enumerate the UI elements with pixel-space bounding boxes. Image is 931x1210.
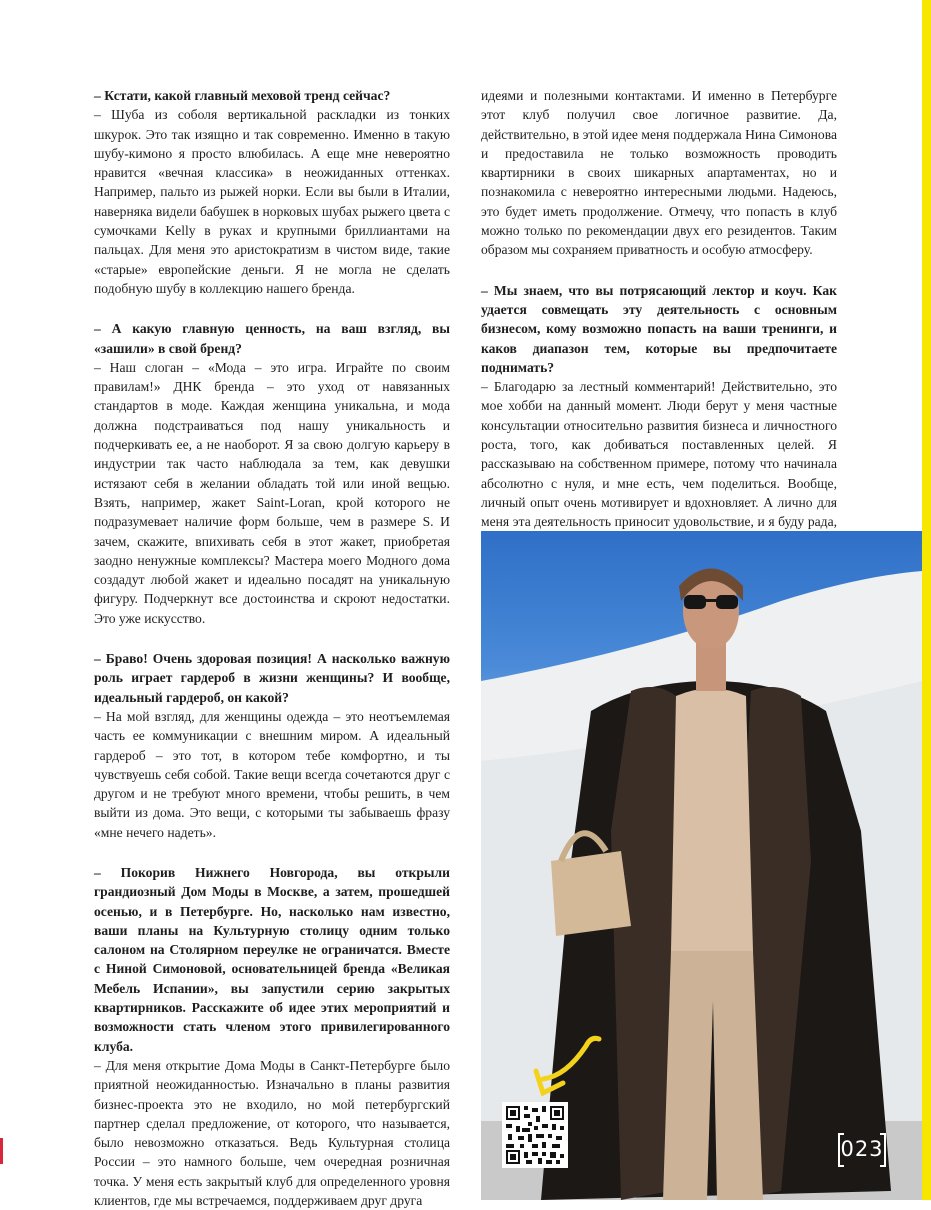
bracket-left <box>838 1133 844 1167</box>
red-edge-marker <box>0 1138 3 1164</box>
answer-text: – Для меня открытие Дома Моды в Санкт-Петербурге было приятной неожиданностью. Изначально в планы развития бизнес-проекта это не входило, но мой петербургский партнер сделал предложение, от которого, что называется, было невозможно отказаться. Ведь Культурная столица России – это намного больше, чем очередная розничная точка. У меня есть закрытый клуб для определенного уровня клиентов, где мы встречаемся, поддерживаем друг друга <box>94 1057 450 1209</box>
interview-block <box>481 86 837 260</box>
answer-text: – Наш слоган – «Мода – это игра. Играйте по своим правилам!» ДНК бренда – это уход от навязанных стандартов в моде. Каждая женщина уникальна, и мода должна подстраиваться под нашу уникальность и подчеркивать ее, а не наоборот. Я за свою долгую карьеру в индустрии так часто наблюдала за тем, как девушки истязают себя в желании обладать той или иной вещью. Взять, например, жакет Saint-Loran, крой которого не подразумевает наличие форм больше, чем в размере S. И зачем, скажите, впихивать себя в этот жакет, приобретая заодно ненужные комплексы? Мастера моего Модного дома создадут любой жакет и идеально посадят на уникальную фигуру. Подчеркнут все достоинства и скроют недостатки. Это уже искусство. <box>94 359 450 626</box>
answer-text: – Благодарю за лестный комментарий! Действительно, это мое хобби на данный момент. Люди берут у меня частные консультации относительно развития бизнеса и личностного роста, того, как добиваться поставленных целей. Я рассказываю на собственном примере, потому что начинала абсолютно с нуля, и мне есть, чем поделиться. Вообще, личный опыт очень мотивирует и вдохновляет. А лично для меня эта деятельность приносит удовольствие, и я буду рада, <box>481 379 837 530</box>
interview-block <box>94 649 450 842</box>
interview-block <box>94 86 450 298</box>
interview-block <box>94 319 450 628</box>
fashion-photo <box>481 531 922 1200</box>
fashion-photo-illustration <box>481 531 922 1200</box>
question-text: – Браво! Очень здоровая позиция! А насколько важную роль играет гардероб в жизни женщины? И вообще, идеальный гардероб, он какой? <box>94 651 450 705</box>
left-column <box>94 86 450 1210</box>
qr-code-icon <box>504 1104 566 1166</box>
page-number-text: 023 <box>840 1137 884 1161</box>
question-text: – А какую главную ценность, на ваш взгляд, вы «зашили» в свой бренд? <box>94 321 450 356</box>
answer-text: идеями и полезными контактами. И именно в Петербурге этот клуб получил свое логичное развитие. Да, действительно, в этой идее меня поддержала Нина Симонова и предоставила не только возможность проводить квартирники в своих шикарных апартаментах, но и познакомила с невероятно интересными людьми. Надеюсь, это будет иметь продолжение. Отмечу, что попасть в клуб можно только по рекомендации двух его резидентов. Таким образом мы сохраняем приватность и особую атмосферу. <box>481 88 837 258</box>
accent-yellow-bar <box>922 0 931 1200</box>
interview-block <box>94 863 450 1210</box>
bracket-right <box>880 1133 886 1167</box>
page-number <box>838 1133 886 1165</box>
answer-text: – Шуба из соболя вертикальной раскладки из тонких шкурок. Это так изящно и так современно. Именно в такую шубу-кимоно я просто влюбилась. А еще мне невероятно нравится «вечная классика» в неожиданных оттенках. Например, пальто из рыжей норки. Если вы были в Италии, наверняка видели бабушек в норковых шубах рыжего цвета с сумочками Kelly в руках и крупными бриллиантами на пальцах. Для меня это аристократизм в чистом виде, такие «старые» европейские деньги. Я не могла не сделать подобную шубу в коллекцию нашего бренда. <box>94 107 450 296</box>
question-text: – Покорив Нижнего Новгорода, вы открыли грандиозный Дом Моды в Москве, а затем, прошедшей осенью, и в Петербурге. Но, насколько нам известно, ваши планы на Культурную столицу одним только салоном на Столярном переулке не ограничатся. Вместе с Ниной Симоновой, основательницей бренда «Великая Мебель Испании», вы запустили серию закрытых квартирников. Расскажите об идее этих мероприятий и возможности стать членом этого привилегированного клуба. <box>94 864 450 1054</box>
question-text: – Мы знаем, что вы потрясающий лектор и коуч. Как удается совмещать эту деятельность с основным бизнесом, кому возможно попасть на ваши тренинги, и каков диапазон тем, которые вы предпочитаете поднимать? <box>481 282 837 375</box>
right-column <box>481 86 837 551</box>
answer-text: – На мой взгляд, для женщины одежда – это неотъемлемая часть ее коммуникации с внешним миром. А идеальный гардероб – это тот, в котором тебе комфортно, и ты чувствуешь себя собой. Такие вещи всегда сочетаются друг с другом и не требуют много времени, чтобы решить, в чем выйти из дома. Это вещи, с которыми ты забываешь фразу «мне нечего надеть». <box>94 708 450 840</box>
question-text: – Кстати, какой главный меховой тренд сейчас? <box>94 88 391 103</box>
interview-block <box>481 281 837 551</box>
qr-code[interactable] <box>502 1102 568 1168</box>
